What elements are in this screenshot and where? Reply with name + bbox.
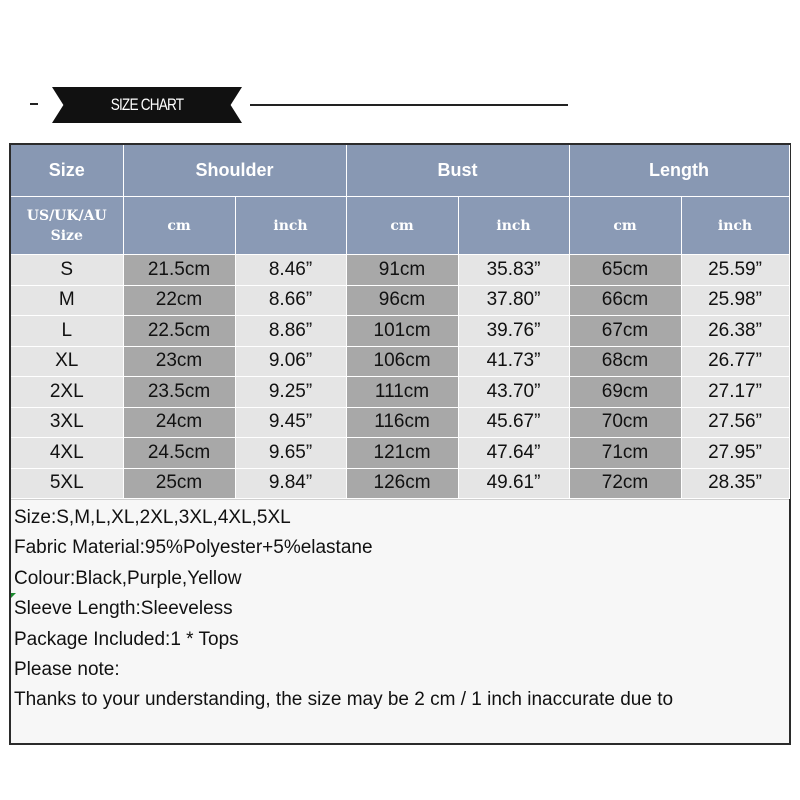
cell-bust-inch: 39.76” (458, 316, 569, 347)
cell-shoulder-inch: 9.45” (235, 407, 346, 438)
cell-shoulder-inch: 8.46” (235, 255, 346, 286)
cell-size: S (11, 255, 123, 286)
product-notes (14, 503, 784, 716)
cell-size: 4XL (11, 438, 123, 469)
table-row (11, 468, 789, 499)
cell-shoulder-inch: 9.65” (235, 438, 346, 469)
cell-length-cm: 69cm (569, 377, 681, 408)
banner-rule (250, 104, 568, 106)
header-length-inch: inch (681, 197, 789, 255)
banner-dash (30, 103, 38, 105)
cell-shoulder-cm: 23cm (123, 346, 235, 377)
note-disclaimer: Thanks to your understanding, the size may be 2 cm / 1 inch inaccurate due to (14, 689, 674, 711)
cell-shoulder-cm: 23.5cm (123, 377, 235, 408)
cell-length-inch: 27.56” (681, 407, 789, 438)
cell-bust-inch: 45.67” (458, 407, 569, 438)
cell-shoulder-cm: 22cm (123, 285, 235, 316)
cell-shoulder-cm: 24cm (123, 407, 235, 438)
cell-bust-cm: 111cm (346, 377, 458, 408)
header-shoulder-cm: cm (123, 197, 235, 255)
cell-size: 3XL (11, 407, 123, 438)
cell-shoulder-inch: 8.66” (235, 285, 346, 316)
cell-bust-inch: 37.80” (458, 285, 569, 316)
note-please-note: Please note: (14, 658, 120, 680)
cell-bust-inch: 47.64” (458, 438, 569, 469)
table-row (11, 377, 789, 408)
header-bust-inch: inch (458, 197, 569, 255)
cell-bust-inch: 43.70” (458, 377, 569, 408)
cell-bust-cm: 126cm (346, 468, 458, 499)
cell-length-inch: 25.59” (681, 255, 789, 286)
table-row (11, 316, 789, 347)
cell-length-inch: 26.38” (681, 316, 789, 347)
table-row (11, 346, 789, 377)
cell-size: L (11, 316, 123, 347)
header-length-cm: cm (569, 197, 681, 255)
cell-length-cm: 67cm (569, 316, 681, 347)
size-chart-panel (9, 143, 791, 745)
note-sizes: Size:S,M,L,XL,2XL,3XL,4XL,5XL (14, 507, 291, 528)
note-fabric: Fabric Material:95%Polyester+5%elastane (14, 537, 373, 559)
table-row (11, 285, 789, 316)
unit-header-row (11, 197, 789, 255)
cell-size: XL (11, 346, 123, 377)
cell-bust-cm: 121cm (346, 438, 458, 469)
cell-length-inch: 25.98” (681, 285, 789, 316)
cell-size: 2XL (11, 377, 123, 408)
note-package: Package Included:1 * Tops (14, 628, 239, 650)
header-bust-cm: cm (346, 197, 458, 255)
cell-bust-cm: 116cm (346, 407, 458, 438)
cell-length-inch: 27.95” (681, 438, 789, 469)
cell-shoulder-cm: 25cm (123, 468, 235, 499)
header-length: Length (569, 145, 789, 197)
cell-bust-cm: 96cm (346, 285, 458, 316)
cell-length-cm: 72cm (569, 468, 681, 499)
size-rows (11, 255, 789, 499)
table-row (11, 407, 789, 438)
group-header-row (11, 145, 789, 197)
cell-bust-cm: 106cm (346, 346, 458, 377)
cell-length-cm: 65cm (569, 255, 681, 286)
header-bust: Bust (346, 145, 569, 197)
cell-shoulder-inch: 8.86” (235, 316, 346, 347)
cell-bust-inch: 49.61” (458, 468, 569, 499)
banner-title: SIZE CHART (110, 95, 184, 114)
cell-length-inch: 26.77” (681, 346, 789, 377)
note-sleeve: Sleeve Length:Sleeveless (14, 598, 233, 620)
header-shoulder-inch: inch (235, 197, 346, 255)
header-region-line2: Size (50, 227, 83, 244)
cell-bust-inch: 35.83” (458, 255, 569, 286)
cell-shoulder-inch: 9.25” (235, 377, 346, 408)
cell-shoulder-inch: 9.06” (235, 346, 346, 377)
cell-size: M (11, 285, 123, 316)
cell-length-cm: 70cm (569, 407, 681, 438)
header-shoulder: Shoulder (123, 145, 346, 197)
table-row (11, 438, 789, 469)
header-region-size (11, 197, 123, 255)
cell-bust-cm: 91cm (346, 255, 458, 286)
cell-length-cm: 68cm (569, 346, 681, 377)
cell-bust-inch: 41.73” (458, 346, 569, 377)
cell-length-inch: 28.35” (681, 468, 789, 499)
cell-shoulder-cm: 24.5cm (123, 438, 235, 469)
header-region-line1: US/UK/AU (26, 207, 107, 224)
notes-divider (11, 499, 789, 500)
header-size: Size (11, 145, 123, 197)
note-colour: Colour:Black,Purple,Yellow (14, 567, 242, 589)
size-chart-table (11, 145, 790, 499)
cell-shoulder-cm: 21.5cm (123, 255, 235, 286)
table-row (11, 255, 789, 286)
cell-length-cm: 71cm (569, 438, 681, 469)
cell-shoulder-inch: 9.84” (235, 468, 346, 499)
cell-length-inch: 27.17” (681, 377, 789, 408)
title-banner (0, 82, 800, 126)
cell-shoulder-cm: 22.5cm (123, 316, 235, 347)
cell-length-cm: 66cm (569, 285, 681, 316)
cell-size: 5XL (11, 468, 123, 499)
cell-bust-cm: 101cm (346, 316, 458, 347)
